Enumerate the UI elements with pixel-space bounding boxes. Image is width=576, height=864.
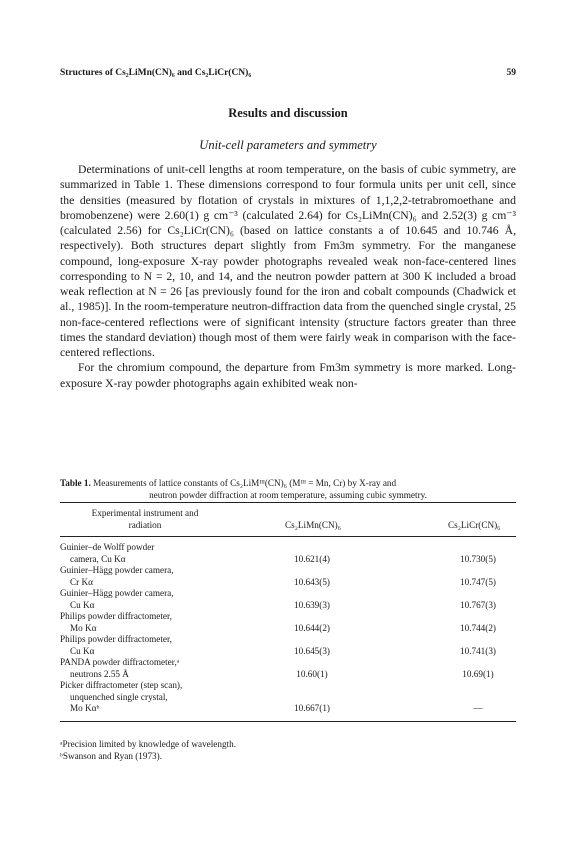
cell-cr: 10.744(2) [460, 622, 496, 633]
row-radiation: Cu Kα [70, 599, 95, 610]
table-header-cr: Cs₂LiCr(CN)₆ [448, 520, 501, 530]
cell-mn: 10.644(2) [294, 622, 330, 633]
row-crystal: unquenched single crystal, [70, 691, 168, 702]
table-caption [60, 478, 516, 501]
cell-cr: 10.741(3) [460, 645, 496, 656]
running-head-title: Structures of Cs₂LiMn(CN)₆ and Cs₂LiCr(CN)₆ [60, 68, 252, 78]
row-radiation: neutrons 2.55 Å [70, 668, 129, 679]
row-instrument: PANDA powder diffractometer,ᵃ [60, 657, 180, 667]
table-footnotes [60, 739, 516, 762]
cell-mn: 10.645(3) [294, 645, 330, 656]
body-text [60, 162, 516, 391]
row-instrument: Guinier–Hägg powder camera, [60, 588, 174, 598]
cell-mn: 10.667(1) [294, 703, 330, 713]
table-top-rule [60, 502, 516, 503]
row-radiation: Mo Kα [70, 622, 97, 633]
subsection-title: Unit-cell parameters and symmetry [199, 138, 377, 152]
row-radiation: camera, Cu Kα [70, 553, 126, 564]
row-radiation: Mo Kαᵇ [70, 703, 100, 713]
table-caption-line2: neutron powder diffraction at room temperature, assuming cubic symmetry. [149, 489, 427, 500]
cell-cr: 10.69(1) [462, 668, 494, 679]
table-bottom-rule [60, 721, 516, 722]
table-header-instrument-line2: radiation [128, 519, 162, 530]
cell-cr: 10.747(5) [460, 576, 496, 587]
cell-mn: 10.639(3) [294, 599, 330, 610]
row-radiation: Cu Kα [70, 645, 95, 656]
footnote-b: ᵇSwanson and Ryan (1973). [60, 750, 162, 761]
footnote-a: ᵃPrecision limited by knowledge of wavelength. [60, 739, 237, 749]
paragraph-1: Determinations of unit-cell lengths at room temperature, on the basis of cubic symmetry, are summarized in Table 1. These dimensions correspond to four formula units per unit cell, since the densities (measured by flotation of crystals in mixtures of 1,1,2,2-tetrabromoethane and bromobenzene) were 2.60(1) g cm⁻³ (calculated 2.64) for Cs₂LiMn(CN)₆ and 2.52(3) g cm⁻³ (calculated 2.56) for Cs₂LiCr(CN)₆ (based on lattice constants a of 10.645 and 10.746 Å, respectively). Both structures depart slightly from Fm3m symmetry. For the manganese compound, long-exposure X-ray powder photographs revealed weak non-face-centered lines corresponding to N = 2, 10, and 14, and the neutron powder pattern at 300 K included a broad weak reflection at N = 26 [as previously found for the iron and cobalt compounds (Chadwick et al., 1985)]. In the room-temperature neutron-diffraction data from the quenched single crystal, 25 non-face-centered reflections were of significant intensity (structure factors greater than three times the standard deviation) though most of them were fairly weak in comparison with the face-centered reflections. [60, 163, 516, 359]
row-instrument: Picker diffractometer (step scan), [60, 680, 183, 690]
cell-mn: 10.621(4) [294, 553, 330, 564]
row-radiation: Cr Kα [70, 576, 93, 587]
paragraph-2: For the chromium compound, the departure from Fm3m symmetry is more marked. Long-exposure X-ray powder photographs again exhibited weak non- [60, 361, 516, 390]
page-number: 59 [506, 68, 516, 78]
cell-cr: 10.730(5) [460, 553, 496, 564]
row-instrument: Philips powder diffractometer, [60, 611, 172, 621]
row-instrument: Guinier–de Wolff powder [60, 542, 155, 552]
row-instrument: Philips powder diffractometer, [60, 634, 172, 644]
section-title: Results and discussion [228, 106, 348, 120]
cell-cr: — [473, 703, 483, 713]
table-header-instrument-line1: Experimental instrument and [91, 508, 199, 518]
running-head [60, 68, 516, 78]
table-header-mn: Cs₂LiMn(CN)₆ [285, 520, 341, 530]
cell-mn: 10.643(5) [294, 576, 330, 587]
table-caption-line1: Measurements of lattice constants of Cs₂LiMᴵᴵᴵ(CN)₆ (Mᴵᴵᴵ = Mn, Cr) by X-ray and [93, 478, 397, 488]
row-instrument: Guinier–Hägg powder camera, [60, 565, 174, 575]
table-caption-label: Table 1. [60, 478, 91, 488]
table-header-rule [60, 536, 516, 537]
cell-cr: 10.767(3) [460, 599, 496, 610]
cell-mn: 10.60(1) [296, 668, 328, 679]
table-header-instrument [60, 508, 230, 531]
